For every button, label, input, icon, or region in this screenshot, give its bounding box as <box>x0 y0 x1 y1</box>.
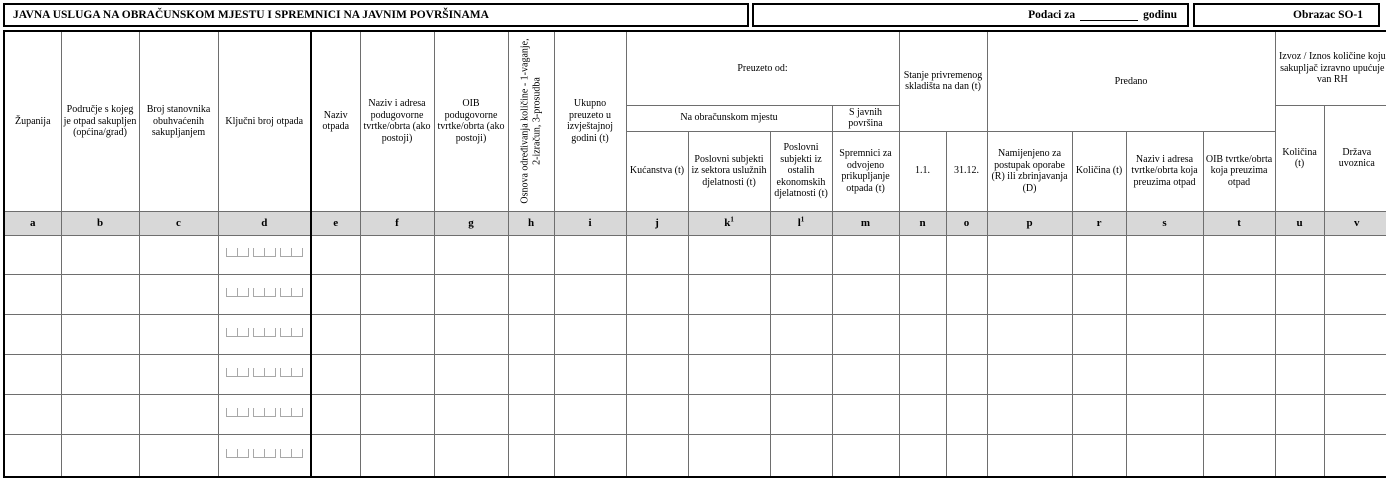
key-number-boxes <box>221 328 309 337</box>
col-header-zupanija: Županija <box>4 31 61 211</box>
cell-c-broj-stanovnika[interactable] <box>139 235 218 275</box>
cell-f-podugovorna[interactable] <box>360 435 434 477</box>
col-header-oib-podugovorne: OIB podugovorne tvrtke/obrta (ako postoji) <box>434 31 508 211</box>
cell-e-naziv-otpada[interactable] <box>311 395 360 435</box>
col-header-subjekti-ekonomskih: Poslovni subjekti iz ostalih ekonomskih djelatnosti (t) <box>770 131 832 211</box>
cell-m-spremnici[interactable] <box>832 235 899 275</box>
cell-l-ekonomske[interactable] <box>770 355 832 395</box>
letter-c: c <box>139 211 218 235</box>
cell-p-namijenjeno[interactable] <box>987 435 1072 477</box>
cell-s-tvrtka[interactable] <box>1126 275 1203 315</box>
group-header-stanje-skladista: Stanje privremenog skladišta na dan (t) <box>899 31 987 131</box>
cell-m-spremnici[interactable] <box>832 275 899 315</box>
letter-u: u <box>1275 211 1324 235</box>
cell-g-oib-podugovorne[interactable] <box>434 395 508 435</box>
letter-h: h <box>508 211 554 235</box>
table-row <box>4 275 1386 315</box>
reporting-year-box <box>752 3 1189 27</box>
cell-s-tvrtka[interactable] <box>1126 395 1203 435</box>
footnote-mark-k: 1 <box>730 215 734 224</box>
cell-b-podrucje[interactable] <box>61 315 139 355</box>
cell-v-drzava[interactable] <box>1324 355 1386 395</box>
cell-v-drzava[interactable] <box>1324 315 1386 355</box>
letter-n: n <box>899 211 946 235</box>
letter-k: $k^1$ <box>688 211 770 235</box>
cell-d-kljucni-broj[interactable] <box>218 395 311 435</box>
cell-u-izvoz-kolicina[interactable] <box>1275 435 1324 477</box>
cell-n-stanje-1-1[interactable] <box>899 315 946 355</box>
cell-u-izvoz-kolicina[interactable] <box>1275 395 1324 435</box>
letter-r: r <box>1072 211 1126 235</box>
cell-l-ekonomske[interactable] <box>770 315 832 355</box>
col-header-broj-stanovnika: Broj stanovnika obuhvaćenih sakupljanjem <box>139 31 218 211</box>
letter-d: d <box>218 211 311 235</box>
cell-k-usluzne[interactable] <box>688 315 770 355</box>
cell-t-oib[interactable] <box>1203 395 1275 435</box>
cell-r-kolicina[interactable] <box>1072 315 1126 355</box>
col-header-kucanstva: Kućanstva (t) <box>626 131 688 211</box>
cell-c-broj-stanovnika[interactable] <box>139 355 218 395</box>
table-row <box>4 315 1386 355</box>
col-header-tvrtka-preuzima: Naziv i adresa tvrtke/obrta koja preuzima otpad <box>1126 131 1203 211</box>
letter-b: b <box>61 211 139 235</box>
cell-e-naziv-otpada[interactable] <box>311 355 360 395</box>
cell-h-osnova[interactable] <box>508 355 554 395</box>
col-header-ukupno-preuzeto: Ukupno preuzeto u izvještajnoj godini (t) <box>554 31 626 211</box>
letter-j: j <box>626 211 688 235</box>
cell-n-stanje-1-1[interactable] <box>899 355 946 395</box>
col-header-drzava-uvoznica: Država uvoznica <box>1324 105 1386 211</box>
cell-e-naziv-otpada[interactable] <box>311 315 360 355</box>
cell-u-izvoz-kolicina[interactable] <box>1275 275 1324 315</box>
subgroup-header-s-javnih-povrsina: S javnih površina <box>832 105 899 131</box>
cell-n-stanje-1-1[interactable] <box>899 235 946 275</box>
cell-l-ekonomske[interactable] <box>770 275 832 315</box>
letter-m: m <box>832 211 899 235</box>
header-row-1 <box>4 31 1386 105</box>
cell-v-drzava[interactable] <box>1324 395 1386 435</box>
cell-h-osnova[interactable] <box>508 315 554 355</box>
col-header-podugovorna-tvrtka: Naziv i adresa podugovorne tvrtke/obrta (ako postoji) <box>360 31 434 211</box>
cell-v-drzava[interactable] <box>1324 275 1386 315</box>
cell-d-kljucni-broj[interactable] <box>218 235 311 275</box>
col-header-naziv-otpada: Naziv otpada <box>311 31 360 211</box>
cell-f-podugovorna[interactable] <box>360 275 434 315</box>
col-header-stanje-31-12: 31.12. <box>946 131 987 211</box>
cell-m-spremnici[interactable] <box>832 435 899 477</box>
cell-m-spremnici[interactable] <box>832 355 899 395</box>
cell-n-stanje-1-1[interactable] <box>899 275 946 315</box>
report-table <box>3 30 1386 478</box>
cell-k-usluzne[interactable] <box>688 275 770 315</box>
cell-g-oib-podugovorne[interactable] <box>434 355 508 395</box>
cell-d-kljucni-broj[interactable] <box>218 355 311 395</box>
cell-h-osnova[interactable] <box>508 435 554 477</box>
cell-o-stanje-31-12[interactable] <box>946 275 987 315</box>
cell-p-namijenjeno[interactable] <box>987 315 1072 355</box>
cell-h-osnova[interactable] <box>508 395 554 435</box>
cell-s-tvrtka[interactable] <box>1126 315 1203 355</box>
year-blank-field[interactable] <box>1080 9 1138 21</box>
key-number-boxes <box>221 449 309 458</box>
table-row <box>4 395 1386 435</box>
podaci-za-label: Podaci za <box>1028 9 1076 21</box>
cell-a-zupanija[interactable] <box>4 435 61 477</box>
letter-l: $l^1$ <box>770 211 832 235</box>
cell-c-broj-stanovnika[interactable] <box>139 395 218 435</box>
cell-s-tvrtka[interactable] <box>1126 435 1203 477</box>
table-row <box>4 435 1386 477</box>
cell-i-ukupno[interactable] <box>554 235 626 275</box>
cell-i-ukupno[interactable] <box>554 435 626 477</box>
letter-o: o <box>946 211 987 235</box>
cell-t-oib[interactable] <box>1203 435 1275 477</box>
letter-a: a <box>4 211 61 235</box>
letter-f: f <box>360 211 434 235</box>
cell-l-ekonomske[interactable] <box>770 435 832 477</box>
cell-k-usluzne[interactable] <box>688 395 770 435</box>
group-header-preuzeto-od: Preuzeto od: <box>626 31 899 105</box>
col-header-podrucje: Područje s kojeg je otpad sakupljen (općina/grad) <box>61 31 139 211</box>
col-header-oib-preuzima: OIB tvrtke/obrta koja preuzima otpad <box>1203 131 1275 211</box>
letter-g: g <box>434 211 508 235</box>
cell-g-oib-podugovorne[interactable] <box>434 315 508 355</box>
letter-s: s <box>1126 211 1203 235</box>
cell-i-ukupno[interactable] <box>554 275 626 315</box>
cell-f-podugovorna[interactable] <box>360 315 434 355</box>
col-header-izvoz-kolicina: Količina (t) <box>1275 105 1324 211</box>
col-header-subjekti-usluznih: Poslovni subjekti iz sektora uslužnih djelatnosti (t) <box>688 131 770 211</box>
key-number-boxes <box>221 248 309 257</box>
letter-p: p <box>987 211 1072 235</box>
form-title: JAVNA USLUGA NA OBRAČUNSKOM MJESTU I SPREMNICI NA JAVNIM POVRŠINAMA <box>3 3 749 27</box>
cell-o-stanje-31-12[interactable] <box>946 395 987 435</box>
col-header-namijenjeno: Namijenjeno za postupak oporabe (R) ili zbrinjavanja (D) <box>987 131 1072 211</box>
form-code: Obrazac SO-1 <box>1193 3 1380 27</box>
cell-f-podugovorna[interactable] <box>360 235 434 275</box>
cell-c-broj-stanovnika[interactable] <box>139 435 218 477</box>
cell-i-ukupno[interactable] <box>554 395 626 435</box>
cell-b-podrucje[interactable] <box>61 275 139 315</box>
cell-k-usluzne[interactable] <box>688 235 770 275</box>
cell-t-oib[interactable] <box>1203 235 1275 275</box>
cell-s-tvrtka[interactable] <box>1126 355 1203 395</box>
cell-e-naziv-otpada[interactable] <box>311 275 360 315</box>
cell-p-namijenjeno[interactable] <box>987 235 1072 275</box>
godinu-label: godinu <box>1143 9 1177 21</box>
cell-b-podrucje[interactable] <box>61 355 139 395</box>
cell-m-spremnici[interactable] <box>832 395 899 435</box>
cell-i-ukupno[interactable] <box>554 315 626 355</box>
title-bar <box>3 3 1383 27</box>
cell-j-kucanstva[interactable] <box>626 355 688 395</box>
col-header-predano-kolicina: Količina (t) <box>1072 131 1126 211</box>
cell-f-podugovorna[interactable] <box>360 355 434 395</box>
cell-d-kljucni-broj[interactable] <box>218 435 311 477</box>
cell-a-zupanija[interactable] <box>4 275 61 315</box>
letter-t: t <box>1203 211 1275 235</box>
col-header-spremnici: Spremnici za odvojeno prikupljanje otpada (t) <box>832 131 899 211</box>
cell-k-usluzne[interactable] <box>688 435 770 477</box>
cell-o-stanje-31-12[interactable] <box>946 435 987 477</box>
cell-r-kolicina[interactable] <box>1072 355 1126 395</box>
cell-j-kucanstva[interactable] <box>626 395 688 435</box>
cell-m-spremnici[interactable] <box>832 315 899 355</box>
cell-e-naziv-otpada[interactable] <box>311 235 360 275</box>
key-number-boxes <box>221 408 309 417</box>
cell-t-oib[interactable] <box>1203 275 1275 315</box>
cell-a-zupanija[interactable] <box>4 315 61 355</box>
column-letter-row <box>4 211 1386 235</box>
cell-o-stanje-31-12[interactable] <box>946 315 987 355</box>
cell-l-ekonomske[interactable] <box>770 235 832 275</box>
cell-f-podugovorna[interactable] <box>360 395 434 435</box>
cell-a-zupanija[interactable] <box>4 355 61 395</box>
cell-j-kucanstva[interactable] <box>626 275 688 315</box>
cell-p-namijenjeno[interactable] <box>987 275 1072 315</box>
cell-b-podrucje[interactable] <box>61 235 139 275</box>
cell-p-namijenjeno[interactable] <box>987 395 1072 435</box>
cell-l-ekonomske[interactable] <box>770 395 832 435</box>
cell-g-oib-podugovorne[interactable] <box>434 235 508 275</box>
cell-b-podrucje[interactable] <box>61 395 139 435</box>
table-row <box>4 235 1386 275</box>
cell-o-stanje-31-12[interactable] <box>946 355 987 395</box>
group-header-predano: Predano <box>987 31 1275 131</box>
rotated-header-text: Osnova određivanja količine - 1-vaganje, 2-izračun, 3-prosudba <box>519 38 542 204</box>
col-header-kljucni-broj: Ključni broj otpada <box>218 31 311 211</box>
cell-v-drzava[interactable] <box>1324 435 1386 477</box>
cell-c-broj-stanovnika[interactable] <box>139 275 218 315</box>
cell-c-broj-stanovnika[interactable] <box>139 315 218 355</box>
cell-g-oib-podugovorne[interactable] <box>434 275 508 315</box>
cell-u-izvoz-kolicina[interactable] <box>1275 235 1324 275</box>
cell-j-kucanstva[interactable] <box>626 435 688 477</box>
cell-r-kolicina[interactable] <box>1072 235 1126 275</box>
key-number-boxes <box>221 288 309 297</box>
cell-k-usluzne[interactable] <box>688 355 770 395</box>
col-header-stanje-1-1: 1.1. <box>899 131 946 211</box>
cell-t-oib[interactable] <box>1203 355 1275 395</box>
group-header-izvoz: Izvoz / Iznos količine koju sakupljač izravno upućuje van RH <box>1275 31 1386 105</box>
cell-t-oib[interactable] <box>1203 315 1275 355</box>
cell-p-namijenjeno[interactable] <box>987 355 1072 395</box>
letter-i: i <box>554 211 626 235</box>
cell-i-ukupno[interactable] <box>554 355 626 395</box>
cell-n-stanje-1-1[interactable] <box>899 395 946 435</box>
cell-n-stanje-1-1[interactable] <box>899 435 946 477</box>
cell-h-osnova[interactable] <box>508 235 554 275</box>
table-row <box>4 355 1386 395</box>
subgroup-header-na-obracunskom-mjestu: Na obračunskom mjestu <box>626 105 832 131</box>
cell-r-kolicina[interactable] <box>1072 435 1126 477</box>
cell-v-drzava[interactable] <box>1324 235 1386 275</box>
cell-b-podrucje[interactable] <box>61 435 139 477</box>
cell-r-kolicina[interactable] <box>1072 395 1126 435</box>
cell-o-stanje-31-12[interactable] <box>946 235 987 275</box>
footnote-mark-l: 1 <box>800 215 805 224</box>
cell-g-oib-podugovorne[interactable] <box>434 435 508 477</box>
key-number-boxes <box>221 368 309 377</box>
cell-u-izvoz-kolicina[interactable] <box>1275 315 1324 355</box>
cell-r-kolicina[interactable] <box>1072 275 1126 315</box>
cell-a-zupanija[interactable] <box>4 235 61 275</box>
cell-u-izvoz-kolicina[interactable] <box>1275 355 1324 395</box>
cell-h-osnova[interactable] <box>508 275 554 315</box>
cell-a-zupanija[interactable] <box>4 395 61 435</box>
cell-s-tvrtka[interactable] <box>1126 235 1203 275</box>
letter-e: e <box>311 211 360 235</box>
cell-e-naziv-otpada[interactable] <box>311 435 360 477</box>
cell-j-kucanstva[interactable] <box>626 235 688 275</box>
letter-v: v <box>1324 211 1386 235</box>
cell-d-kljucni-broj[interactable] <box>218 315 311 355</box>
cell-j-kucanstva[interactable] <box>626 315 688 355</box>
col-header-osnova-odredivanja <box>508 31 554 211</box>
cell-d-kljucni-broj[interactable] <box>218 275 311 315</box>
